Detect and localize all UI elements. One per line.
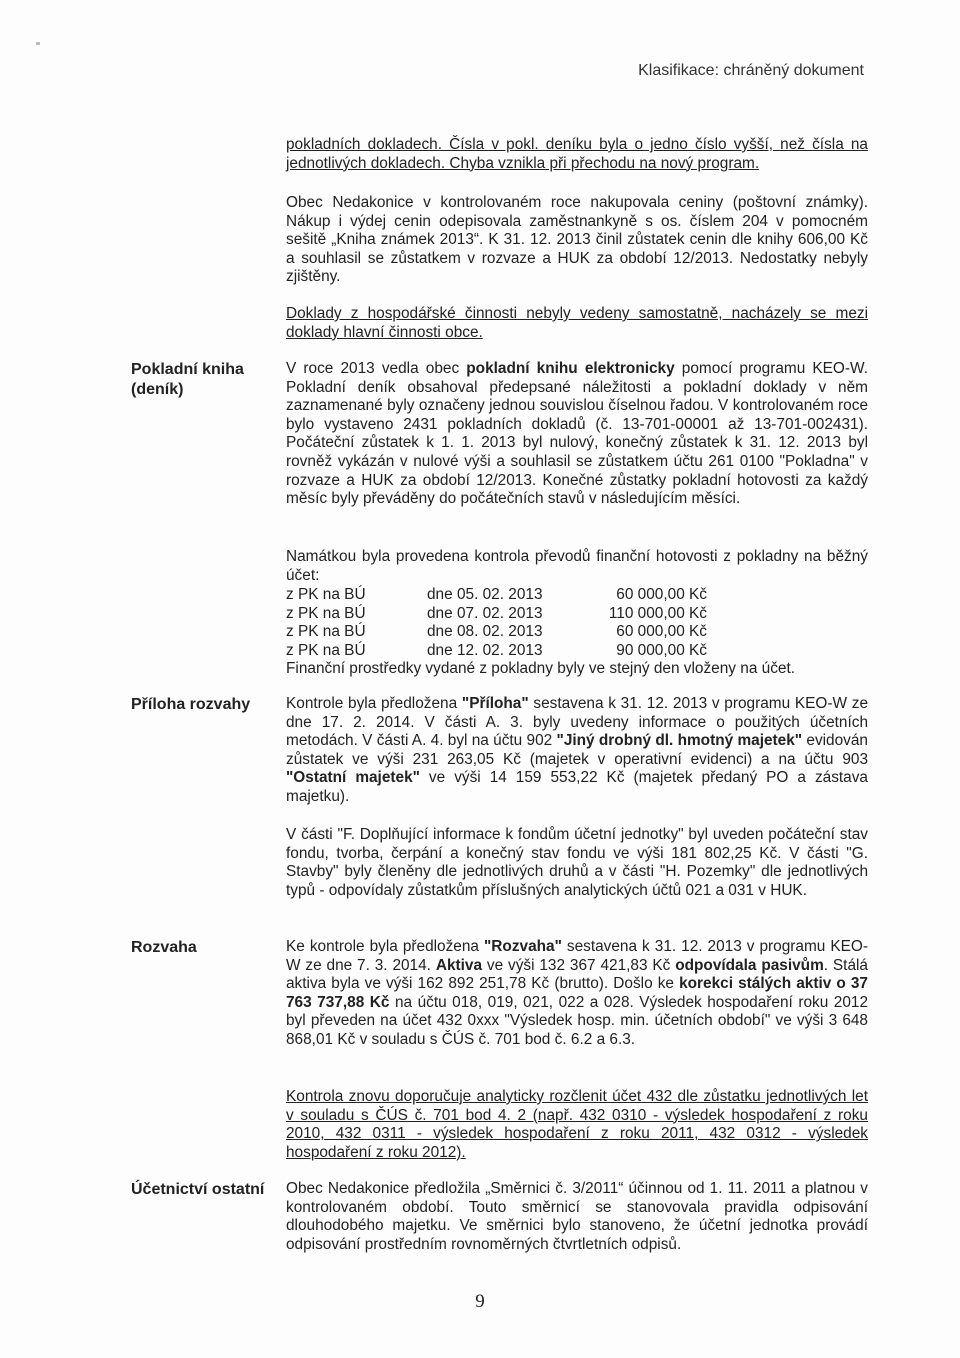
intro-paragraph-3	[286, 305, 868, 342]
priloha-text-2: V části "F. Doplňující informace k fondům účetní jednotky" byl uveden počáteční stav fondu, tvorba, čerpání a konečný stav fondu ve výši 181 802,25 Kč. V části "G. Stavby" byly členěny dle jednotlivých druhů a v části "H. Pozemky" dle jednotlivých typů - odpovídaly zůstatkům příslušných analytických účtů 021 a 031 v HUK.	[286, 826, 868, 899]
scan-mark	[36, 42, 40, 45]
section-body-ucetnictvi-ostatni	[286, 1180, 868, 1254]
priloha-paragraph-2	[286, 826, 868, 900]
rozvaha-text-1: Ke kontrole byla předložena "Rozvaha" sestavena k 31. 12. 2013 v programu KEO-W ze dne 7. 3. 2014. Aktiva ve výši 132 367 421,83 Kč odpovídala pasivům. Stálá aktiva byla ve výši 162 892 251,78 Kč (brutto). Došlo ke korekci stálých aktiv o 37 763 737,88 Kč na účtu 018, 019, 021, 022 a 028. Výsledek hospodaření roku 2012 byl převeden na účet 432 0xxx "Výsledek hosp. min. účetních období" ve výši 3 648 868,01 Kč v souladu s ČÚS č. 701 bod č. 6.2 a 6.3.	[286, 938, 869, 1048]
pokladni-kniha-text-2: Namátkou byla provedena kontrola převodů finanční hotovosti z pokladny na běžný účet:	[286, 548, 868, 584]
transfers-conclusion: Finanční prostředky vydané z pokladny byly ve stejný den vloženy na účet.	[286, 660, 796, 678]
intro-paragraph-1	[286, 136, 868, 173]
pokladni-kniha-paragraph-2	[286, 548, 868, 585]
transfer-row: z PK na BÚ dne 05. 02. 2013 60 000,00 Kč	[286, 586, 707, 603]
rozvaha-text-2: Kontrola znovu doporučuje analyticky rozčlenit účet 432 dle zůstatku jednotlivých let v souladu s ČÚS č. 701 bod 4. 2 (např. 432 0310 - výsledek hospodaření z roku 2010, 432 0311 - výsledek hospodaření z roku 2011, 432 0312 - výsledek hospodaření z roku 2012).	[286, 1088, 868, 1161]
section-body-rozvaha	[286, 938, 868, 1050]
intro-paragraph-2	[286, 194, 868, 287]
transfer-row: z PK na BÚ dne 07. 02. 2013 110 000,00 Kč	[286, 604, 707, 622]
rozvaha-paragraph-2	[286, 1088, 868, 1162]
section-body-pokladni-kniha	[286, 360, 868, 509]
section-label-ucetnictvi-ostatni: Účetnictví ostatní	[131, 1181, 265, 1198]
section-label-priloha-rozvahy: Příloha rozvahy	[131, 696, 251, 713]
classification-label: Klasifikace: chráněný dokument	[638, 62, 864, 79]
ucetnictvi-text-1: Obec Nedakonice předložila „Směrnici č. 3/2011“ účinnou od 1. 11. 2011 a platnou v kontrolovaném období. Touto směrnicí se stanovovala pravidla odpisování dlouhodobého majetku. Ve směrnici bylo stanoveno, že účetní jednotka provádí odpisování prostředním rovnoměrných čtvrtletních odpisů.	[286, 1180, 868, 1253]
transfers-table	[286, 586, 846, 679]
priloha-text-1: Kontrole byla předložena "Příloha" sestavena k 31. 12. 2013 v programu KEO-W ze dne 17. 2. 2014. V části A. 3. byly uvedeny informace o použitých účetních metodách. V části A. 4. byl na účtu 902 "Jiný drobný dl. hmotný majetek" evidován zůstatek ve výši 231 263,05 Kč (majetek v operativní evidenci) a na účtu 903 "Ostatní majetek" ve výši 14 159 553,22 Kč (majetek předaný PO a zástava majetku).	[286, 695, 869, 805]
transfer-row: z PK na BÚ dne 08. 02. 2013 60 000,00 Kč	[286, 623, 707, 641]
intro-text-2: Obec Nedakonice v kontrolovaném roce nakupovala ceniny (poštovní známky). Nákup i výdej cenin odepisovala zaměstnankyně s os. číslem 204 v pomocném sešitě „Kniha známek 2013“. K 31. 12. 2013 činil zůstatek cenin dle knihy 606,00 Kč a souhlasil se zůstatkem v rozvaze a HUK za období 12/2013. Nedostatky nebyly zjištěny.	[286, 194, 868, 286]
intro-text-3: Doklady z hospodářské činnosti nebyly vedeny samostatně, nacházely se mezi doklady hlavní činnosti obce.	[286, 305, 868, 341]
section-body-priloha-rozvahy	[286, 695, 868, 807]
transfer-row: z PK na BÚ dne 12. 02. 2013 90 000,00 Kč	[286, 641, 707, 659]
section-label-pokladni-kniha: Pokladní kniha (deník)	[131, 361, 244, 398]
page-number: 9	[475, 1291, 485, 1312]
section-label-rozvaha: Rozvaha	[131, 939, 197, 956]
intro-text-1: pokladních dokladech. Čísla v pokl. deníku byla o jedno číslo vyšší, než čísla na jednotlivých dokladech. Chyba vznikla při přechodu na nový program.	[286, 136, 868, 172]
pokladni-kniha-text-1: V roce 2013 vedla obec pokladní knihu elektronicky pomocí programu KEO-W. Pokladní deník obsahoval předepsané náležitosti a pokladní doklady v něm zaznamenané byly označeny jednou souvislou číselnou řadou. V kontrolovaném roce bylo vystaveno 2431 pokladních dokladů (č. 13-701-00001 až 13-701-002431). Počáteční zůstatek k 1. 1. 2013 byl nulový, konečný zůstatek k 31. 12. 2013 byl rovněž vykázán v nulové výši a souhlasil se zůstatkem účtu 261 0100 "Pokladna" v rozvaze a HUK za období 12/2013. Konečné zůstatky pokladní hotovosti za každý měsíc byly převáděny do počátečních stavů v následujícím měsíci.	[286, 360, 868, 508]
